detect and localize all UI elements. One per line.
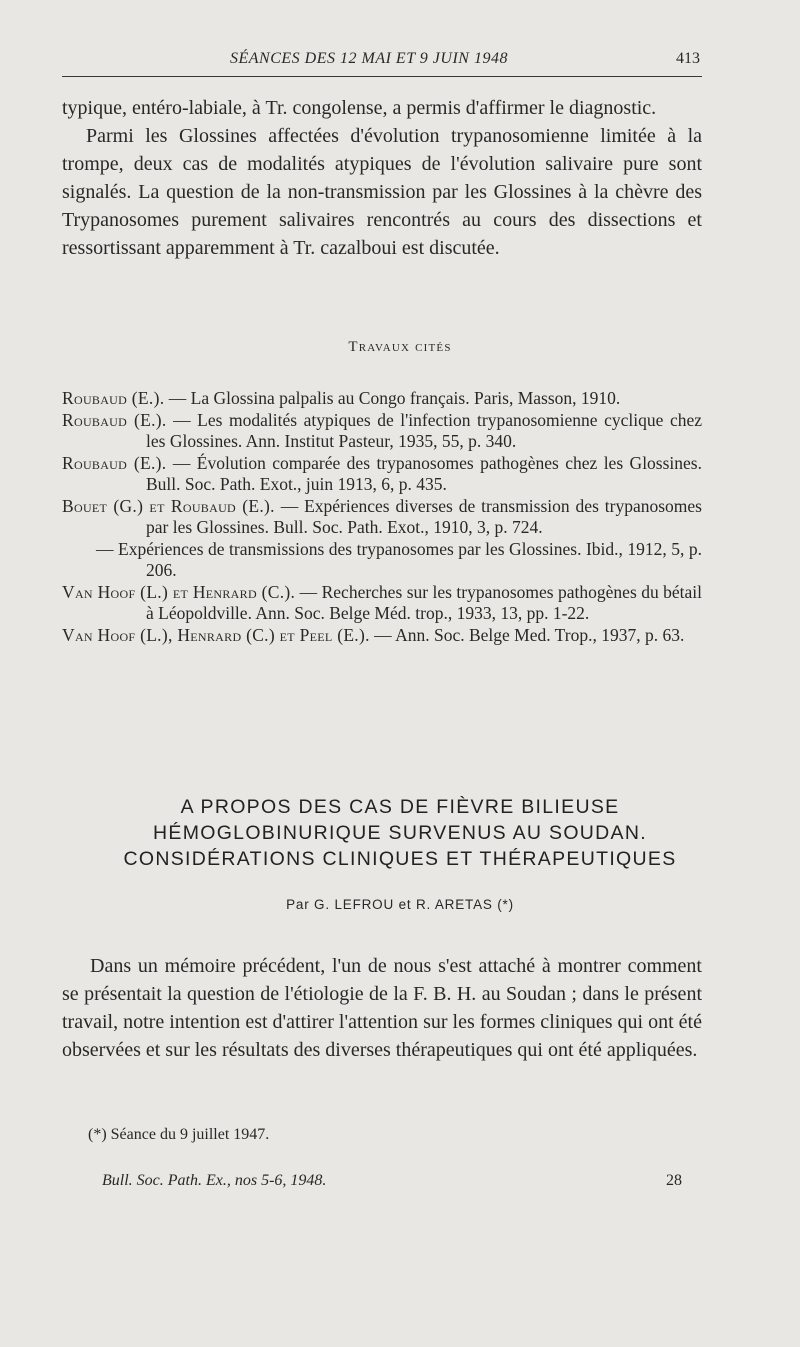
article-title [0, 794, 800, 872]
page-number: 413 [676, 50, 700, 67]
running-header-title: SÉANCES DES 12 MAI ET 9 JUIN 1948 [230, 50, 508, 67]
reference-item [62, 539, 702, 582]
article-body-paragraph: Dans un mémoire précédent, l'un de nous s'est attaché à montrer comment se présentait la question de l'étiologie de la F. B. H. au Soudan ; dans le présent travail, notre intention est d'attirer l'attention sur les formes cliniques qui ont été observées et sur les résultats des diverses thérapeutiques qui ont été appliquées. [62, 955, 702, 1061]
reference-authors: — [96, 538, 114, 559]
reference-authors: Van Hoof (L.) et Henrard (C.). [62, 581, 296, 602]
author-byline: Par G. LEFROU et R. ARETAS (*) [286, 897, 514, 912]
journal-footer [102, 1172, 682, 1190]
reference-authors: Roubaud (E.). [62, 388, 165, 408]
reference-authors: Roubaud (E.). [62, 409, 167, 430]
journal-citation: Bull. Soc. Path. Ex., nos 5-6, 1948. [102, 1172, 327, 1189]
reference-text: — La Glossina palpalis au Congo français. Paris, Masson, 1910. [168, 388, 621, 408]
reference-text: — Recherches sur les trypanosomes pathogènes du bétail à Léopoldville. Ann. Soc. Belge Méd. trop., 1933, 13, pp. 1-22. [146, 581, 703, 623]
intro-text [62, 94, 702, 262]
reference-authors: Roubaud (E.). [62, 452, 167, 473]
reference-item [62, 496, 702, 539]
article-title-line: HÉMOGLOBINURIQUE SURVENUS AU SOUDAN. [153, 822, 647, 844]
reference-text: — Les modalités atypiques de l'infection trypanosomienne cyclique chez les Glossines. Ann. Institut Pasteur, 1935, 55, p. 340. [146, 409, 703, 451]
reference-item [62, 388, 702, 410]
signature-number: 28 [666, 1172, 682, 1189]
article-title-line: A PROPOS DES CAS DE FIÈVRE BILIEUSE [180, 796, 620, 818]
reference-text: — Évolution comparée des trypanosomes pathogènes chez les Glossines. Bull. Soc. Path. Exot., juin 1913, 6, p. 435. [146, 452, 702, 494]
reference-item [62, 410, 702, 453]
reference-text: — Ann. Soc. Belge Med. Trop., 1937, p. 63. [374, 624, 685, 645]
reference-text: — Expériences diverses de transmission des trypanosomes par les Glossines. Bull. Soc. Path. Exot., 1910, 3, p. 724. [146, 495, 702, 537]
reference-authors: Bouet (G.) et Roubaud (E.). [62, 495, 275, 516]
article-title-line: CONSIDÉRATIONS CLINIQUES ET THÉRAPEUTIQUES [123, 848, 677, 870]
reference-item [62, 453, 702, 496]
intro-paragraph-1: typique, entéro-labiale, à Tr. congolense, a permis d'affirmer le diagnostic. [62, 97, 657, 119]
references-list [62, 388, 702, 646]
reference-text: Expériences de transmissions des trypanosomes par les Glossines. Ibid., 1912, 5, p. 206. [118, 538, 703, 580]
reference-authors: Van Hoof (L.), Henrard (C.) et Peel (E.). [62, 624, 370, 645]
reference-item [62, 625, 702, 647]
footnote: (*) Séance du 9 juillet 1947. [88, 1126, 270, 1143]
intro-paragraph-2: Parmi les Glossines affectées d'évolution trypanosomienne limitée à la trompe, deux cas de modalités atypiques de l'évolution salivaire pure sont signalés. La question de la non-transmission par les Glossines à la chèvre des Trypanosomes purement salivaires rencontrés au cours des dissections et ressortissant apparemment à Tr. cazalboui est discutée. [62, 125, 702, 259]
references-heading: Travaux cités [348, 339, 452, 355]
reference-item [62, 582, 702, 625]
running-header [62, 46, 702, 77]
